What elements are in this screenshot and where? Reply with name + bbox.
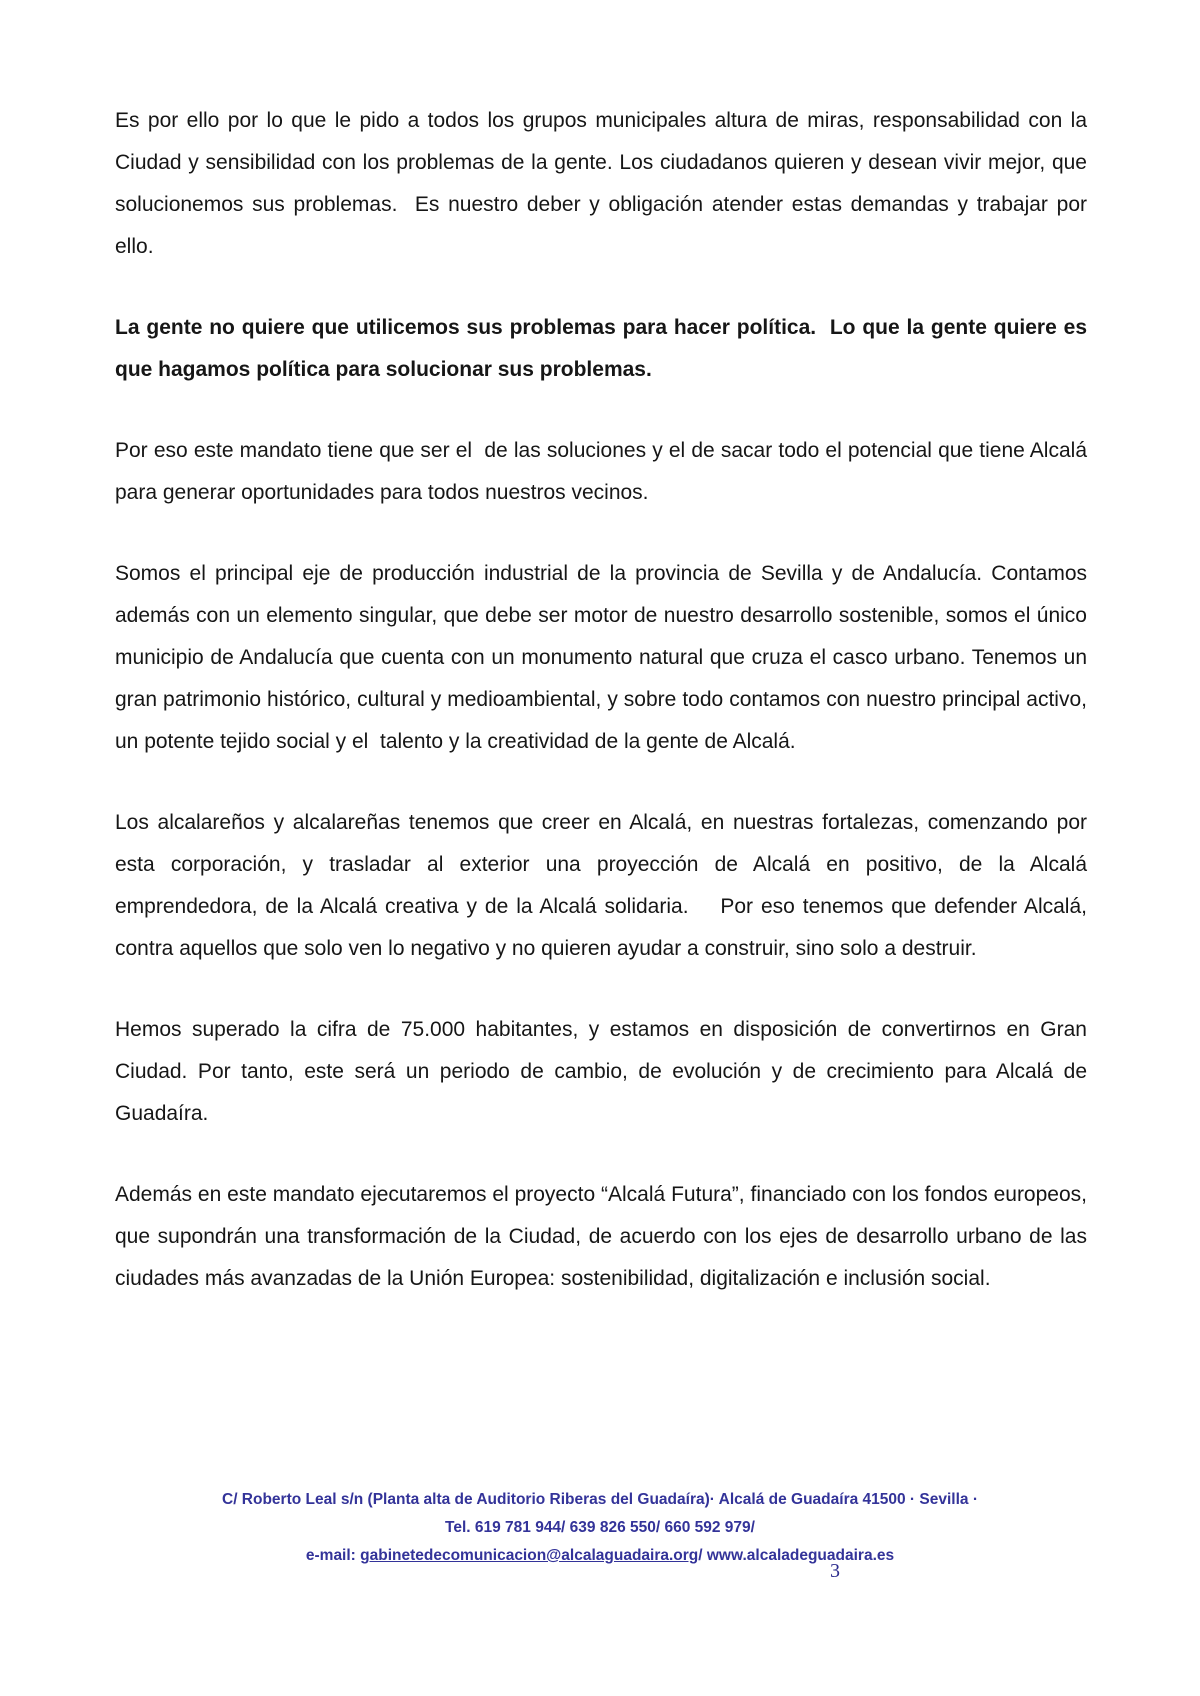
footer-email-label: e-mail:: [305, 1547, 361, 1564]
body-text: [115, 100, 1087, 1339]
paragraph: Por eso este mandato tiene que ser el de las soluciones y el de sacar todo el potencial que tiene Alcalá para generar oportunidades para todos nuestros vecinos.: [115, 439, 1087, 504]
paragraph: Somos el principal eje de producción industrial de la provincia de Sevilla y de Andalucía. Contamos además con un elemento singular, que debe ser motor de nuestro desarrollo sostenible, somos el único municipio de Andalucía que cuenta con un monumento natural que cruza el casco urbano. Tenemos un gran patrimonio histórico, cultural y medioambiental, y sobre todo contamos con nuestro principal activo, un potente tejido social y el talento y la creatividad de la gente de Alcalá.: [115, 562, 1087, 753]
footer-phone-line: Tel. 619 781 944/ 639 826 550/ 660 592 979/: [445, 1519, 755, 1536]
paragraph: Además en este mandato ejecutaremos el proyecto “Alcalá Futura”, financiado con los fondos europeos, que supondrán una transformación de la Ciudad, de acuerdo con los ejes de desarrollo urbano de las ciudades más avanzadas de la Unión Europea: sostenibilidad, digitalización e inclusión social.: [115, 1183, 1087, 1290]
paragraph-emphasis: La gente no quiere que utilicemos sus problemas para hacer política. Lo que la gente quiere es que hagamos política para solucionar sus problemas.: [115, 316, 1087, 381]
paragraph: Los alcalareños y alcalareñas tenemos que creer en Alcalá, en nuestras fortalezas, comenzando por esta corporación, y trasladar al exterior una proyección de Alcalá en positivo, de la Alcalá emprendedora, de la Alcalá creativa y de la Alcalá solidaria. Por eso tenemos que defender Alcalá, contra aquellos que solo ven lo negativo y no quieren ayudar a construir, sino solo a destruir.: [115, 811, 1087, 960]
paragraph: Hemos superado la cifra de 75.000 habitantes, y estamos en disposición de convertirnos en Gran Ciudad. Por tanto, este será un periodo de cambio, de evolución y de crecimiento para Alcalá de Guadaíra.: [115, 1018, 1087, 1125]
footer-website-text: / www.alcaladeguadaira.es: [698, 1547, 895, 1564]
footer-email-line: [100, 1542, 1100, 1570]
email-link[interactable]: gabinetedecomunicacion@alcalaguadaira.org: [360, 1547, 699, 1564]
footer-address-line: C/ Roberto Leal s/n (Planta alta de Auditorio Riberas del Guadaíra)· Alcalá de Guadaíra 41500 · Sevilla ·: [222, 1491, 978, 1508]
paragraph: Es por ello por lo que le pido a todos los grupos municipales altura de miras, responsabilidad con la Ciudad y sensibilidad con los problemas de la gente. Los ciudadanos quieren y desean vivir mejor, que solucionemos sus problemas. Es nuestro deber y obligación atender estas demandas y trabajar por ello.: [115, 109, 1087, 258]
page-number: 3: [830, 1560, 840, 1582]
page-footer: [100, 1486, 1100, 1570]
